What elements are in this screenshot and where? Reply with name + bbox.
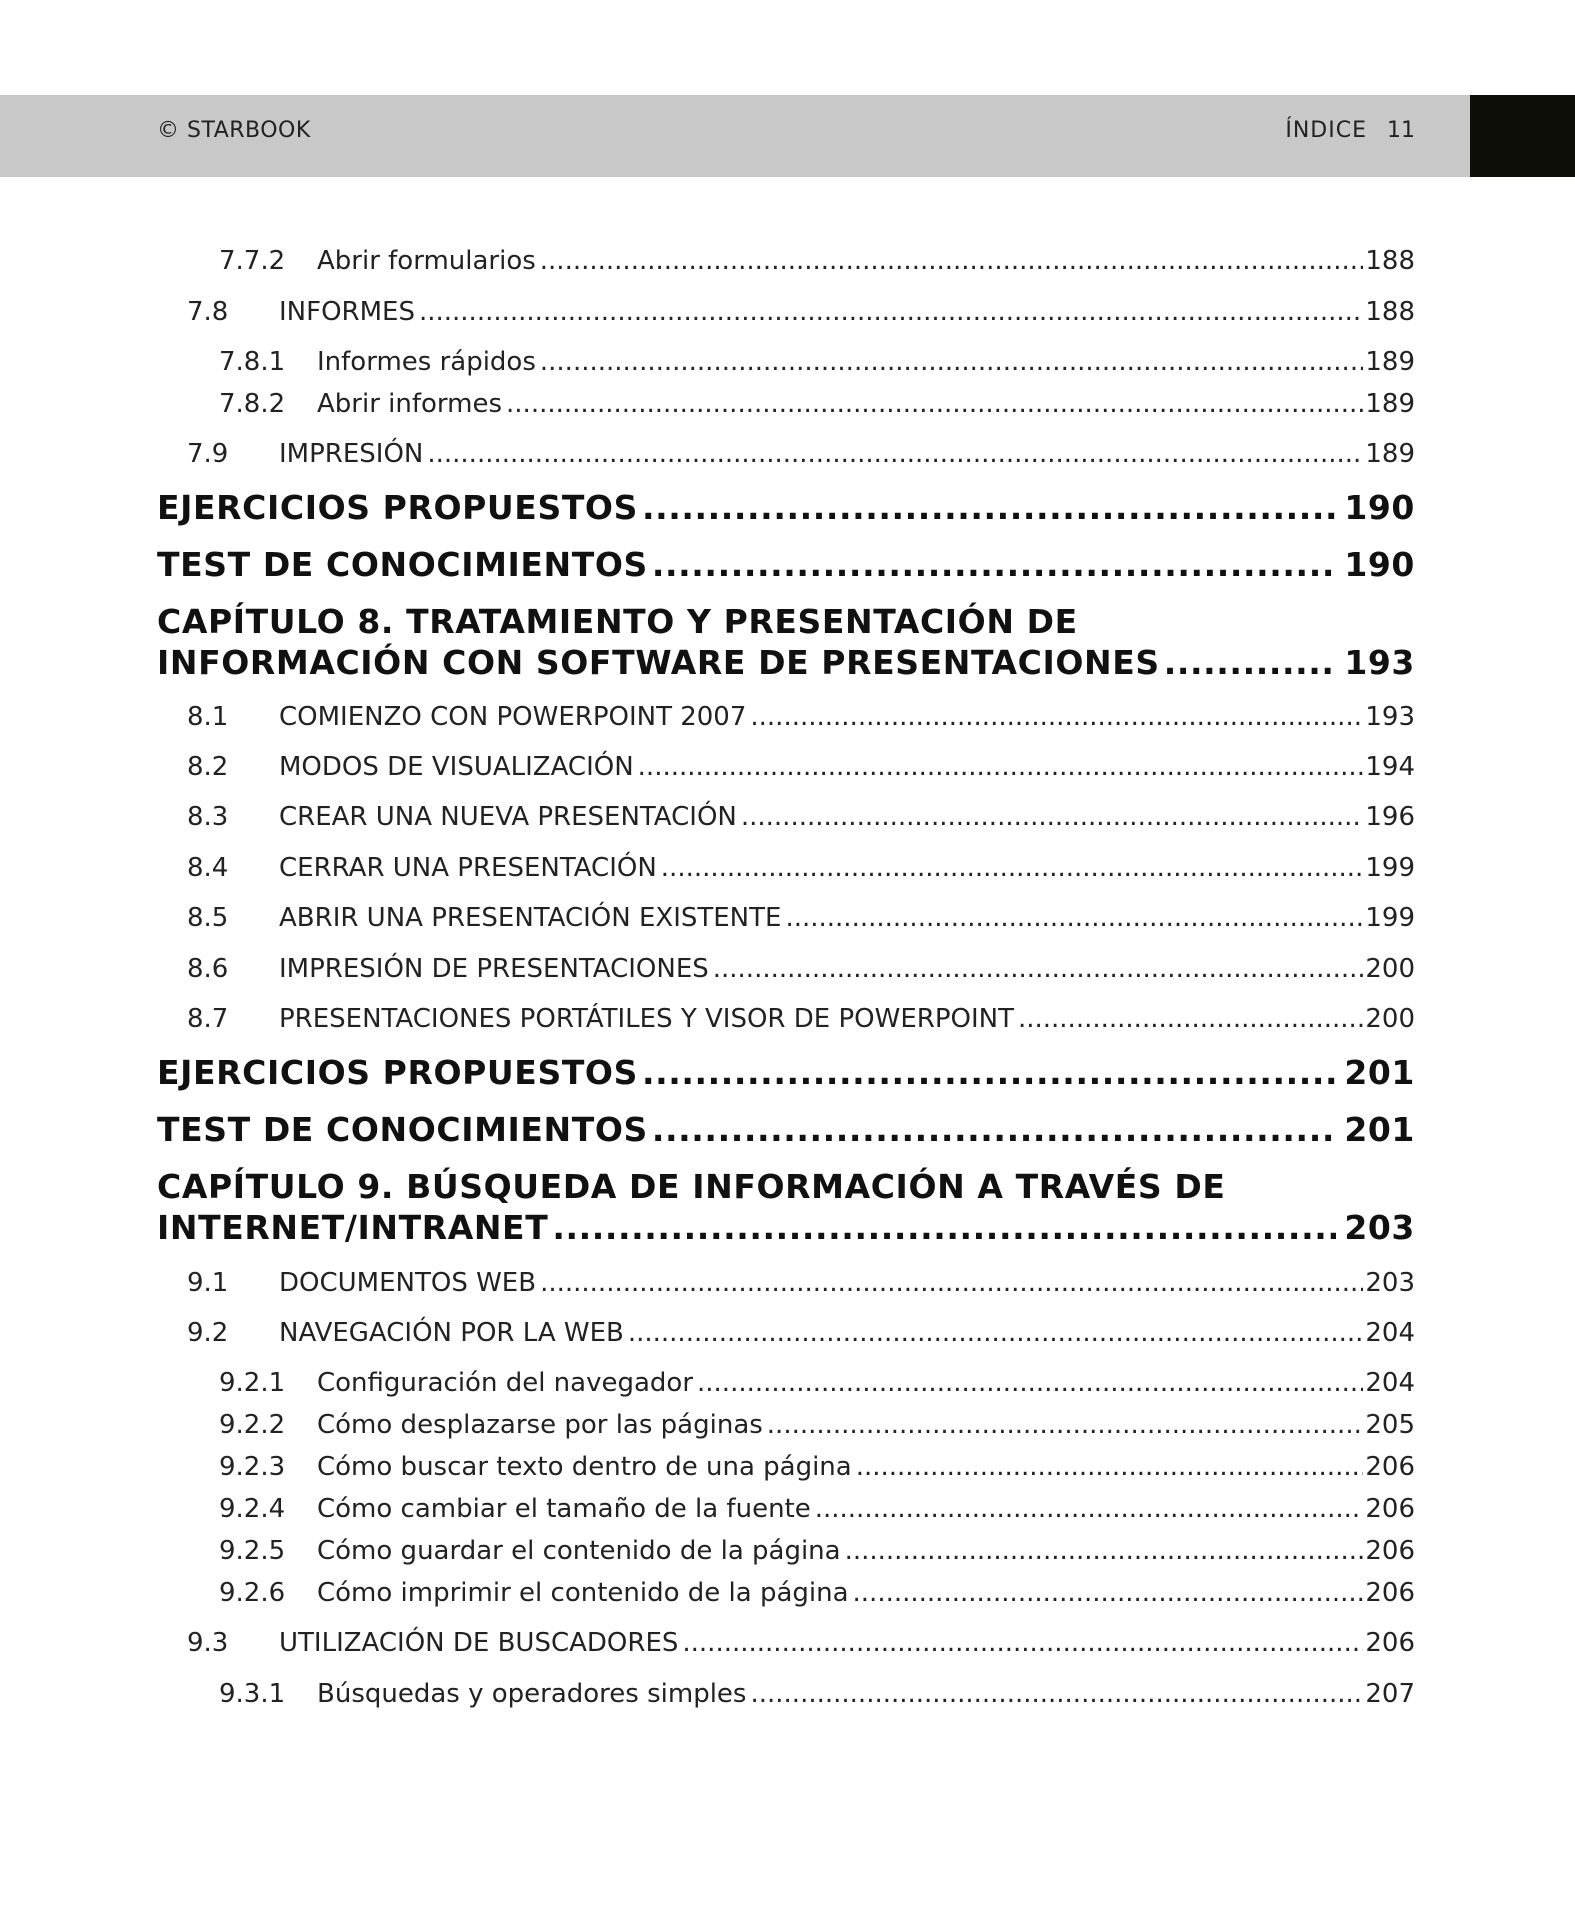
toc-entry-number: 9.2	[187, 1318, 229, 1348]
toc-entry-title: NAVEGACIÓN POR LA WEB	[279, 1318, 624, 1348]
toc-entry-number: 8.7	[187, 1004, 229, 1034]
toc-entry-number: 9.1	[187, 1268, 229, 1298]
toc-leader-dots	[1164, 643, 1337, 682]
toc-entry-page: 188	[1365, 297, 1415, 327]
toc-entry-title: MODOS DE VISUALIZACIÓN	[279, 752, 634, 782]
toc-entry-page: 190	[1344, 488, 1415, 527]
toc-entry-title: CREAR UNA NUEVA PRESENTACIÓN	[279, 802, 737, 832]
toc-entry-title: Abrir informes	[317, 389, 503, 419]
toc-entry-number: 8.6	[187, 954, 229, 984]
toc-entry-title: IMPRESIÓN	[279, 439, 424, 469]
toc-entry-number: 9.2.6	[219, 1578, 286, 1608]
toc-entry-number: 7.7.2	[219, 246, 286, 276]
toc-leader-dots	[638, 752, 1364, 782]
toc-entry-title: TEST DE CONOCIMIENTOS	[157, 1110, 648, 1149]
toc-leader-dots	[750, 702, 1363, 732]
toc-leader-dots	[853, 1578, 1364, 1608]
toc-entry-page: 189	[1365, 439, 1415, 469]
toc-leader-dots	[845, 1536, 1364, 1566]
toc-leader-dots	[856, 1452, 1364, 1482]
toc-entry-title: EJERCICIOS PROPUESTOS	[157, 488, 638, 527]
toc-entry-page: 206	[1365, 1494, 1415, 1524]
toc-entry-number: 8.4	[187, 853, 229, 883]
toc-entry	[157, 1318, 1415, 1348]
toc-entry	[157, 702, 1415, 732]
toc-entry-page: 200	[1365, 1004, 1415, 1034]
toc-entry-title: Cómo guardar el contenido de la página	[317, 1536, 841, 1566]
toc-entry-number: 9.2.5	[219, 1536, 286, 1566]
toc-entry-page: 189	[1365, 389, 1415, 419]
toc-section-heading	[157, 545, 1415, 584]
toc-entry-page: 206	[1365, 1578, 1415, 1608]
toc-leader-dots	[652, 545, 1336, 584]
toc-leader-dots	[741, 802, 1364, 832]
toc-entry-title: Configuración del navegador	[317, 1368, 694, 1398]
toc-entry-title: IMPRESIÓN DE PRESENTACIONES	[279, 954, 709, 984]
toc-entry-title: CERRAR UNA PRESENTACIÓN	[279, 853, 657, 883]
toc-entry-page: 206	[1365, 1536, 1415, 1566]
toc-section-heading	[157, 488, 1415, 527]
toc-entry-title: ABRIR UNA PRESENTACIÓN EXISTENTE	[279, 903, 782, 933]
toc-leader-dots	[767, 1410, 1364, 1440]
toc-entry-title: DOCUMENTOS WEB	[279, 1268, 537, 1298]
header-section: ÍNDICE	[1285, 118, 1367, 143]
toc-entry-number: 9.3.1	[219, 1679, 286, 1709]
toc-entry-page: 193	[1365, 702, 1415, 732]
toc-entry-title: Cómo cambiar el tamaño de la fuente	[317, 1494, 811, 1524]
toc-entry-page: 204	[1365, 1368, 1415, 1398]
toc-leader-dots	[713, 954, 1364, 984]
toc-entry-number: 7.9	[187, 439, 229, 469]
toc-entry	[157, 439, 1415, 469]
toc-entry-page: 194	[1365, 752, 1415, 782]
toc-entry-title: PRESENTACIONES PORTÁTILES Y VISOR DE POWERPOINT	[279, 1004, 1014, 1034]
toc-entry-page: 201	[1344, 1110, 1415, 1149]
toc-entry-title: Cómo buscar texto dentro de una página	[317, 1452, 852, 1482]
toc-leader-dots	[785, 903, 1363, 933]
toc-entry-number: 9.2.2	[219, 1410, 286, 1440]
toc-entry-number: 9.2.3	[219, 1452, 286, 1482]
toc-leader-dots	[427, 439, 1363, 469]
toc-entry	[157, 297, 1415, 327]
toc-entry-page: 205	[1365, 1410, 1415, 1440]
toc-entry	[157, 802, 1415, 832]
toc-entry-page: 189	[1365, 347, 1415, 377]
toc-leader-dots	[642, 488, 1336, 527]
toc-leader-dots	[628, 1318, 1364, 1348]
header-section-page	[1285, 118, 1415, 143]
toc-entry	[157, 752, 1415, 782]
toc-entry-title: Búsquedas y operadores simples	[317, 1679, 747, 1709]
toc-leader-dots	[642, 1053, 1336, 1092]
toc-entry	[157, 1679, 1415, 1709]
toc-entry	[157, 1268, 1415, 1298]
toc-leader-dots	[815, 1494, 1364, 1524]
toc-entry-title: INFORMES	[279, 297, 415, 327]
toc-entry	[157, 1368, 1415, 1398]
toc-entry-page: 188	[1365, 246, 1415, 276]
toc-entry-page: 196	[1365, 802, 1415, 832]
toc-entry-page: 203	[1365, 1268, 1415, 1298]
toc-entry	[157, 1410, 1415, 1440]
toc-entry-title: EJERCICIOS PROPUESTOS	[157, 1053, 638, 1092]
toc-entry-page: 190	[1344, 545, 1415, 584]
toc-entry-page: 204	[1365, 1318, 1415, 1348]
toc-entry-page: 193	[1344, 643, 1415, 682]
toc-leader-dots	[540, 246, 1364, 276]
toc-entry-page: 206	[1365, 1452, 1415, 1482]
toc-entry-title: Cómo imprimir el contenido de la página	[317, 1578, 849, 1608]
header-thumb-tab	[1470, 95, 1575, 177]
toc-entry	[157, 389, 1415, 419]
toc-leader-dots	[540, 347, 1363, 377]
toc-entry-number: 8.2	[187, 752, 229, 782]
toc-entry-page: 200	[1365, 954, 1415, 984]
toc-entry-title: UTILIZACIÓN DE BUSCADORES	[279, 1628, 679, 1658]
toc-entry	[157, 1536, 1415, 1566]
toc-chapter-heading	[157, 1208, 1415, 1247]
toc-leader-dots	[750, 1679, 1363, 1709]
toc-entry	[157, 903, 1415, 933]
toc-leader-dots	[1018, 1004, 1363, 1034]
header-publisher: © STARBOOK	[157, 118, 311, 143]
toc-entry	[157, 246, 1415, 276]
toc-entry-title: Informes rápidos	[317, 347, 536, 377]
toc-entry-page: 207	[1365, 1679, 1415, 1709]
toc-leader-dots	[682, 1628, 1363, 1658]
toc-entry-title: TEST DE CONOCIMIENTOS	[157, 545, 648, 584]
toc-entry-number: 7.8	[187, 297, 229, 327]
toc-entry-title: Abrir formularios	[317, 246, 536, 276]
toc-leader-dots	[652, 1110, 1336, 1149]
toc-entry-title: INTERNET/INTRANET	[157, 1208, 549, 1247]
toc-entry-number: 8.3	[187, 802, 229, 832]
toc-leader-dots	[506, 389, 1363, 419]
toc-entry-number: 8.1	[187, 702, 229, 732]
toc-chapter-title-line: CAPÍTULO 9. BÚSQUEDA DE INFORMACIÓN A TRAVÉS DE	[157, 1167, 1226, 1206]
toc-entry-title: INFORMACIÓN CON SOFTWARE DE PRESENTACIONES	[157, 643, 1160, 682]
toc-entry-page: 199	[1365, 903, 1415, 933]
toc-section-heading	[157, 1110, 1415, 1149]
toc-entry-number: 9.3	[187, 1628, 229, 1658]
toc-entry-number: 8.5	[187, 903, 229, 933]
toc-leader-dots	[661, 853, 1364, 883]
toc-entry	[157, 853, 1415, 883]
toc-leader-dots	[419, 297, 1363, 327]
toc-entry-page: 201	[1344, 1053, 1415, 1092]
toc-leader-dots	[540, 1268, 1363, 1298]
toc-entry-page: 203	[1344, 1208, 1415, 1247]
toc-entry-title: COMIENZO CON POWERPOINT 2007	[279, 702, 747, 732]
toc-entry-number: 7.8.1	[219, 347, 286, 377]
toc-entry	[157, 954, 1415, 984]
toc-entry-number: 9.2.4	[219, 1494, 286, 1524]
toc-section-heading	[157, 1053, 1415, 1092]
toc-leader-dots	[552, 1208, 1336, 1247]
toc-entry	[157, 1494, 1415, 1524]
toc-chapter-heading	[157, 643, 1415, 682]
toc-entry	[157, 1452, 1415, 1482]
toc-entry	[157, 1628, 1415, 1658]
toc-entry-number: 9.2.1	[219, 1368, 286, 1398]
toc-entry-page: 206	[1365, 1628, 1415, 1658]
toc-entry-title: Cómo desplazarse por las páginas	[317, 1410, 763, 1440]
toc-entry	[157, 1578, 1415, 1608]
toc-entry	[157, 1004, 1415, 1034]
header-page-number: 11	[1387, 118, 1415, 143]
toc-entry-page: 199	[1365, 853, 1415, 883]
toc-leader-dots	[697, 1368, 1363, 1398]
toc-entry-number: 7.8.2	[219, 389, 286, 419]
toc-chapter-title-line: CAPÍTULO 8. TRATAMIENTO Y PRESENTACIÓN DE	[157, 602, 1078, 641]
toc-entry	[157, 347, 1415, 377]
